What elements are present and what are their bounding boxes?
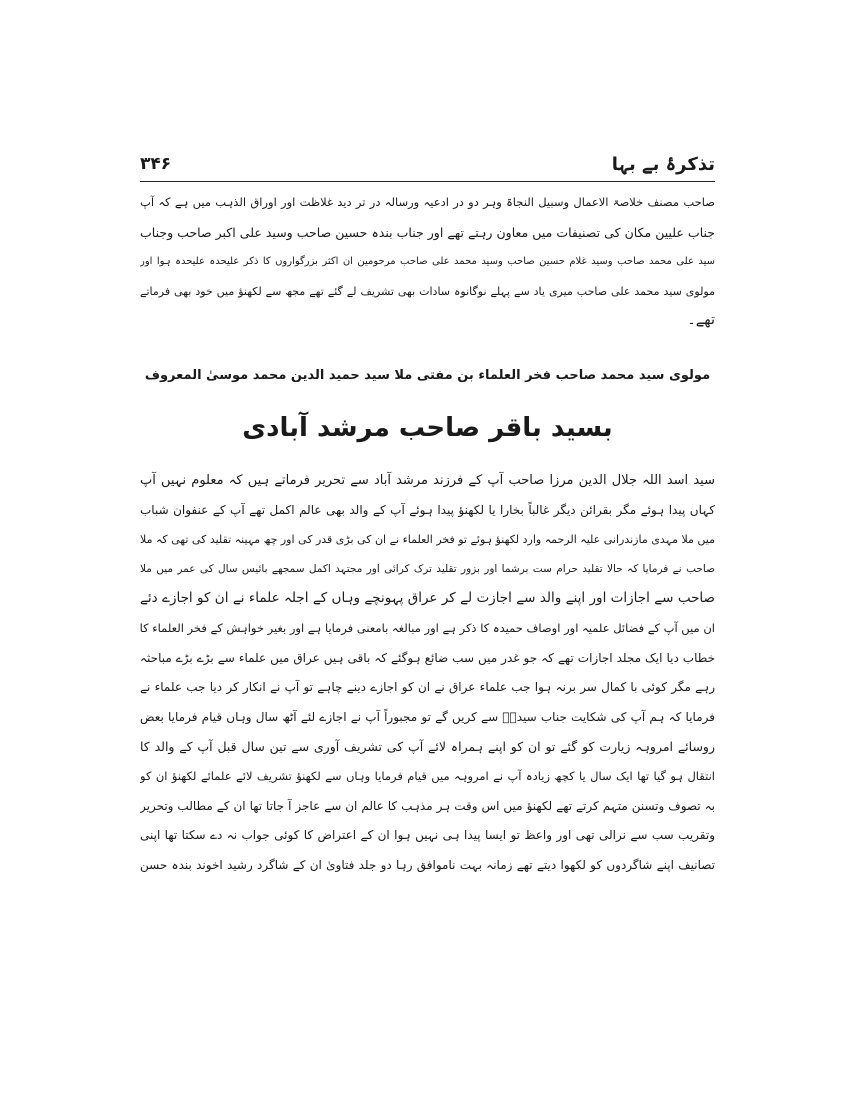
text-line: صاحب نے فرمایا کہ حالا تقلید حرام ست برشما اور بزور تقلید ترک کرائی اور مجتہد اکمل سمجھے بائیس سال کی عمر میں ملا xyxy=(140,562,715,575)
heading-line: مولوی سید محمد صاحب فخر العلماء بن مفتی ملا سید حمید الدین محمد موسیٰ المعروف xyxy=(144,367,711,383)
text-line: مولوی سید محمد علی صاحب میری یاد سے پہلے نوگانوہ سادات بھی تشریف لے گئے تھے مجھ سے لکھنؤ میں خود بھی فرماتے xyxy=(140,284,715,298)
text-line: وتقریب سب سے نرالی تھی اور واعظ تو ایسا پیدا ہی نہیں ہوا ان کے اعتراض کا کوئی جواب نہ دے سکتا تھا اپنی xyxy=(140,828,715,843)
text-line: انتقال ہو گیا تھا ایک سال یا کچھ زیادہ آپ نے امروہہ میں قیام فرمایا وہاں سے لکھنؤ تشریف لائے علمائے لکھنؤ ان کو xyxy=(140,768,715,783)
text-line: تھے۔ xyxy=(687,312,715,329)
text-line: ان میں آپ کے فضائل علمیہ اور اوصاف حمیدہ کا ذکر ہے اور مبالغہ بامعنی فرمایا ہے اور بغیر خواہش کے فخر العلماء کا xyxy=(140,620,715,635)
running-head: تذکرۂ بے بہا xyxy=(611,154,715,175)
text-line: کہاں پیدا ہوئے مگر بقرائن دیگر غالباً بخارا یا لکھنؤ پیدا ہوئے آپ کے والد بھی عالم اکمل تھے آپ کے عنفوان شباب xyxy=(140,502,715,517)
text-line: صاحب سے اجازات اور اپنے والد سے اجازت لے کر عراق پہونچے وہاں کے اجلہ علماء نے ان کو اجازے دئے xyxy=(140,590,715,607)
page-header xyxy=(140,152,715,180)
text-line: فرمایا کہ ہم آپ کی شکایت جناب سیدہؑ سے کریں گے تو مجبوراً آپ نے اجازے لئے آٹھ سال وہاں قیام فرمایا بعض xyxy=(140,709,715,724)
text-line: سید اسد اللہ جلال الدین مرزا صاحب آپ کے فرزند مرشد آباد سے تحریر فرماتے ہیں کہ معلوم نہیں آپ xyxy=(140,472,715,488)
top-paragraph xyxy=(140,188,715,336)
section-heading xyxy=(140,350,715,454)
text-line: میں ملا مہدی مازندرانی علیہ الرحمہ وارد لکھنؤ ہوئے تو فخر العلماء نے ان کی بڑی قدر کی اور چھ مہینہ تقلید کی تھی کہ ملا xyxy=(140,533,715,547)
text-line: تصانیف اپنے شاگردوں کو لکھوا دیتے تھے زمانہ بہت ناموافق رہا دو جلد فتاویٰ ان کے شاگرد رشید اخوند بندہ حسن xyxy=(140,857,715,872)
header-rule xyxy=(140,181,715,182)
page-body xyxy=(140,188,715,880)
text-line: خطاب دیا ایک مجلد اجازات تھے کہ جو غدر میں سب ضائع ہوگئے کہ باقی ہیں عراق میں علماء سے بڑے بڑے مباحثہ xyxy=(140,650,715,665)
main-paragraph xyxy=(140,466,715,880)
text-line: جناب علیین مکان کی تصنیفات میں معاون رہتے تھے اور جناب بندہ حسین صاحب وسید علی اکبر صاحب وجناب xyxy=(140,224,715,240)
text-line: سید علی محمد صاحب وسید غلام حسین صاحب وسید محمد علی صاحب مرحومین ان اکثر بزرگواروں کا ذکر علیحدہ علیحدہ ہوا اور xyxy=(140,256,715,268)
page-number: ۳۴۶ xyxy=(140,154,172,174)
text-line: روسائے امروہہ زیارت کو گئے تو ان کو اپنے ہمراہ لائے آپ کی تشریف آوری سے تین سال قبل آپ کے والد کا xyxy=(140,739,715,755)
text-line: رہے مگر کوئی با کمال سر برنہ ہوا جب علماء عراق نے ان کو اجازے دینے چاہے تو آپ نے انکار کر دیا جب علماء نے xyxy=(140,680,715,695)
text-line: صاحب مصنف خلاصۃ الاعمال وسبیل النجاۃ وہر دو در ادعیہ ورسالہ در تر دید غلاظت اور اوراق الذہب میں ہے کہ آپ xyxy=(140,195,715,209)
text-line: بہ تصوف وتسنن متہم کرتے تھے لکھنؤ میں اس وقت ہر مذہب کا عالم ان سے عاجز آ جاتا تھا ان کے مطالب وتحریر xyxy=(140,798,715,813)
heading-line: بسید باقر صاحب مرشد آبادی xyxy=(242,412,613,443)
